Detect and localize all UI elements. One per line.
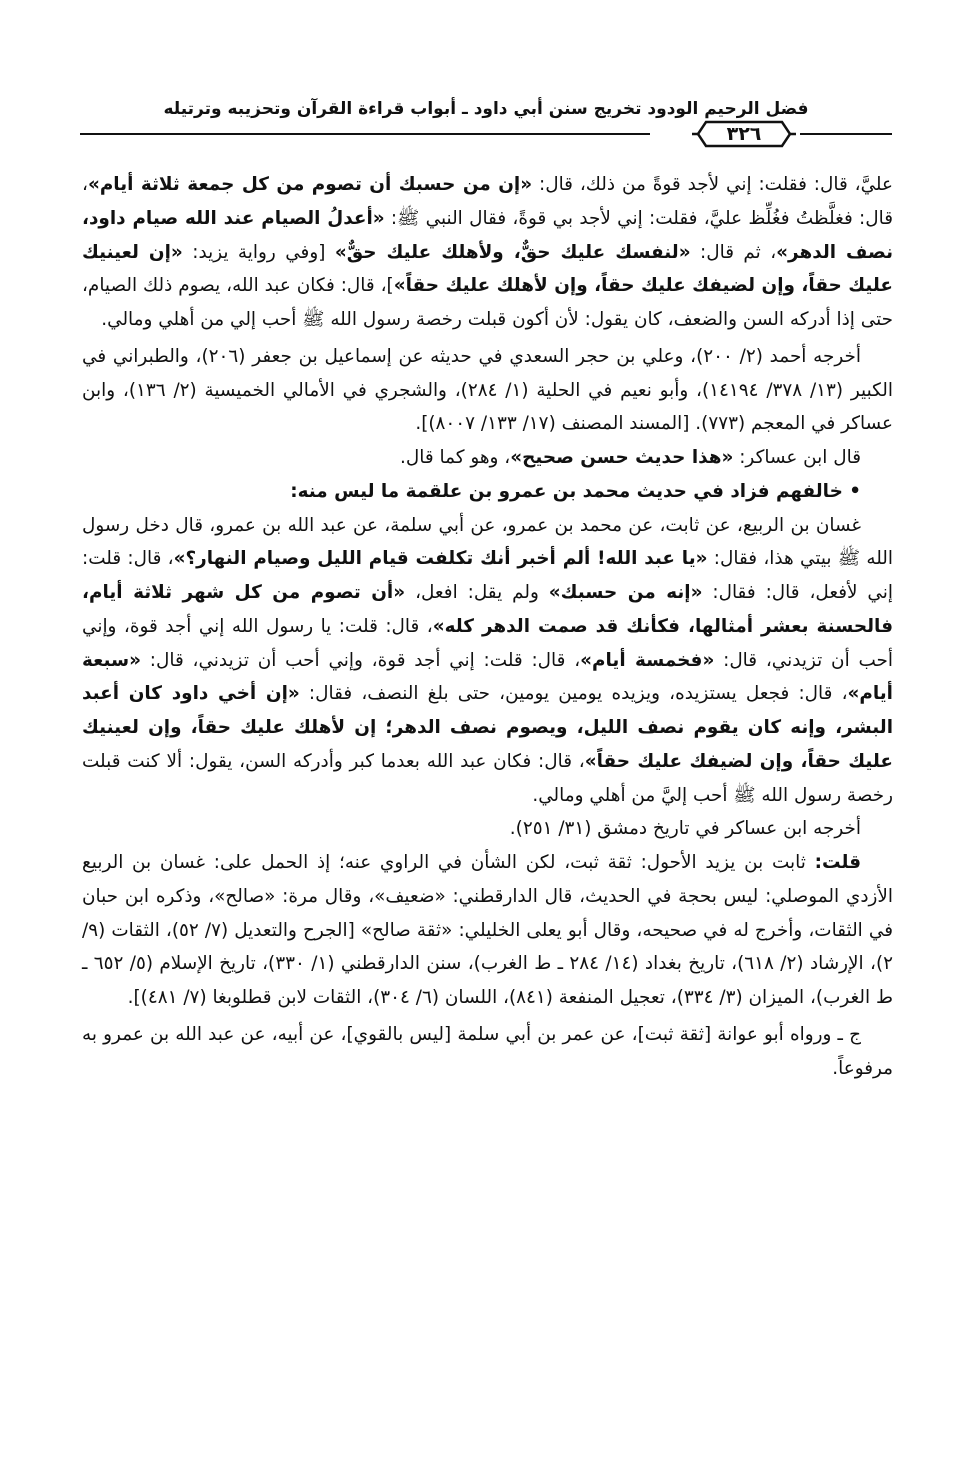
text-run: ج ـ ورواه أبو عوانة [ثقة ثبت]، عن عمر بن أبي سلمة [ليس بالقوي]، عن أبيه، عن عبد الله بن عمرو به مرفوعاً. [82,1023,893,1079]
bold-text-run: • خالفهم فزاد في حديث محمد بن عمرو بن علقمة ما ليس منه: [290,480,861,502]
text-run: [وفي رواية يزيد: [182,241,335,263]
bold-text-run: «إن أخي داود كان أعبد البشر، وإنه كان يقوم نصف الليل، ويصوم نصف الدهر؛ إن لأهلك عليك حقاً، وإن لعينيك عليك حقاً، وإن لضيفك عليك حقاً» [82,683,893,772]
bold-text-run: «سبعة أيام» [82,649,893,705]
text-run: عليَّ، قال: فقلت: إني لأجد قوةً من ذلك، قال: [532,174,893,195]
text-run: ، قال: قلت: إني أجد قوة، وإني أحب أن تزيدني، قال: [141,649,581,671]
bold-text-run: «أعدلُ الصيام عند الله صيام داود، نصف الدهر» [82,207,893,263]
paragraph [82,812,893,846]
bold-text-run: «أن تصوم من كل شهر ثلاثة أيام، فالحسنة بعشر أمثالها، فكأنك قد صمت الدهر كله» [82,582,893,637]
paragraph [82,475,893,509]
bold-text-run: «يا عبد الله! ألم أخبر أنك تكلفت قيام الليل وصيام النهار؟» [173,548,708,570]
paragraph [82,1018,893,1086]
text-run: ، قال: فجعل يستزيده، ويزيده يومين يومين، حتى بلغ النصف، فقال: [299,683,848,705]
paragraph [82,509,893,813]
text-run: ، قال: فكان عبد الله بعدما كبر وأدركه السن، يقول: ألا كنت قبلت رخصة رسول الله ﷺ أحب إليَّ من أهلي ومالي. [82,750,893,806]
bold-text-run: «هذا حديث حسن صحيح» [510,447,734,468]
paragraph [82,846,893,1015]
bold-text-run: قلت: [814,852,861,873]
text-run: ، قال: فغلَّظتُ فغُلِّظ عليَّ، فقلت: إني لأجد بي قوةً، فقال النبي ﷺ: [82,174,893,229]
paragraph [82,441,893,475]
bold-text-run: «إنه من حسبك» [548,582,703,603]
page-number: ٣٢٦ [726,123,762,145]
text-run: غسان بن الربيع، عن ثابت، عن محمد بن عمرو، عن أبي سلمة، عن عبد الله بن عمرو، قال دخل رسول الله ﷺ بيتي هذا، فقال: [82,514,893,570]
text-run: ولم يقل: افعل، [405,582,549,603]
text-run: أخرجه أحمد (٢/ ٢٠٠)، وعلي بن حجر السعدي في حديثه عن إسماعيل بن جعفر (٢٠٦)، والطبراني في الكبير (١٣/ ٣٧٨/ ١٤١٩٤)، وأبو نعيم في الحلية (١/ ٢٨٤)، والشجري في الأمالي الخميسية (٢/ ١٣٦)، وابن عساكر في المعجم (٧٧٣). [المسند المصنف (١٧/ ١٣٣/ ٨٠٠٧)]. [82,345,893,435]
text-run: ، ثم قال: [690,241,777,263]
text-run: ، قال: قلت: يا رسول الله إني أجد قوة، وإني أحب أن تزيدني، قال: [82,615,893,671]
bold-text-run: «إن من حسبك أن تصوم من كل جمعة ثلاثة أيام» [87,174,533,195]
paragraph [82,168,893,337]
running-title: فضل الرحيم الودود تخريج سنن أبي داود ـ أبواب قراءة القرآن وتحزيبه وترتيله [163,99,809,119]
text-run: قال ابن عساكر: [733,447,861,468]
text-run: ، وهو كما قال. [400,447,511,468]
bold-text-run: «إن لعينيك عليك حقاً، وإن لضيفك عليك حقاً، وإن لأهلك عليك حقاً» [82,241,893,297]
header-rule-right [800,133,892,135]
paragraph [82,340,893,441]
body-text [82,168,893,1085]
text-run: ]، قال: فكان عبد الله، يصوم ذلك الصيام، حتى إذا أدركه السن والضعف، كان يقول: لأن أكون قبلت رخصة رسول الله ﷺ أحب إلي من أهلي ومالي. [82,275,893,330]
text-run: ثابت بن يزيد الأحول: ثقة ثبت، لكن الشأن في الراوي عنه؛ إذ الحمل على: غسان بن الربيع الأزدي الموصلي: ليس بحجة في الحديث، قال الدارقطني: «ضعيف»، وقال مرة: «صالح»، وذكره ابن حبان في الثقات، وأخرج له في صحيحه، وقال أبو يعلى الخليلي: «ثقة صالح» [الجرح والتعديل (٧/ ٥٢)، الثقات (٩/ ٢)، الإرشاد (٢/ ٦١٨)، تاريخ بغداد (١٤/ ٢٨٤ ـ ط الغرب)، سنن الدارقطني (١/ ٣٣٠)، تاريخ الإسلام (٥/ ٦٥٢ ـ ط الغرب)، الميزان (٣/ ٣٣٤)، تعجيل المنفعة (٨٤١)، اللسان (٦/ ٣٠٤)، الثقات لابن قطلوبغا (٧/ ٤٨١)]. [82,852,894,1008]
text-run: ، قال: قلت: إني لأفعل، قال: فقال: [82,548,893,603]
page-header [80,96,892,156]
header-rule-left [80,133,650,135]
text-run: أخرجه ابن عساكر في تاريخ دمشق (٣١/ ٢٥١). [509,818,861,840]
bold-text-run: «فخمسة أيام» [580,649,715,671]
page-number-badge [690,118,798,150]
bold-text-run: «لنفسك عليك حقٌّ، ولأهلك عليك حقٌّ» [334,241,691,263]
